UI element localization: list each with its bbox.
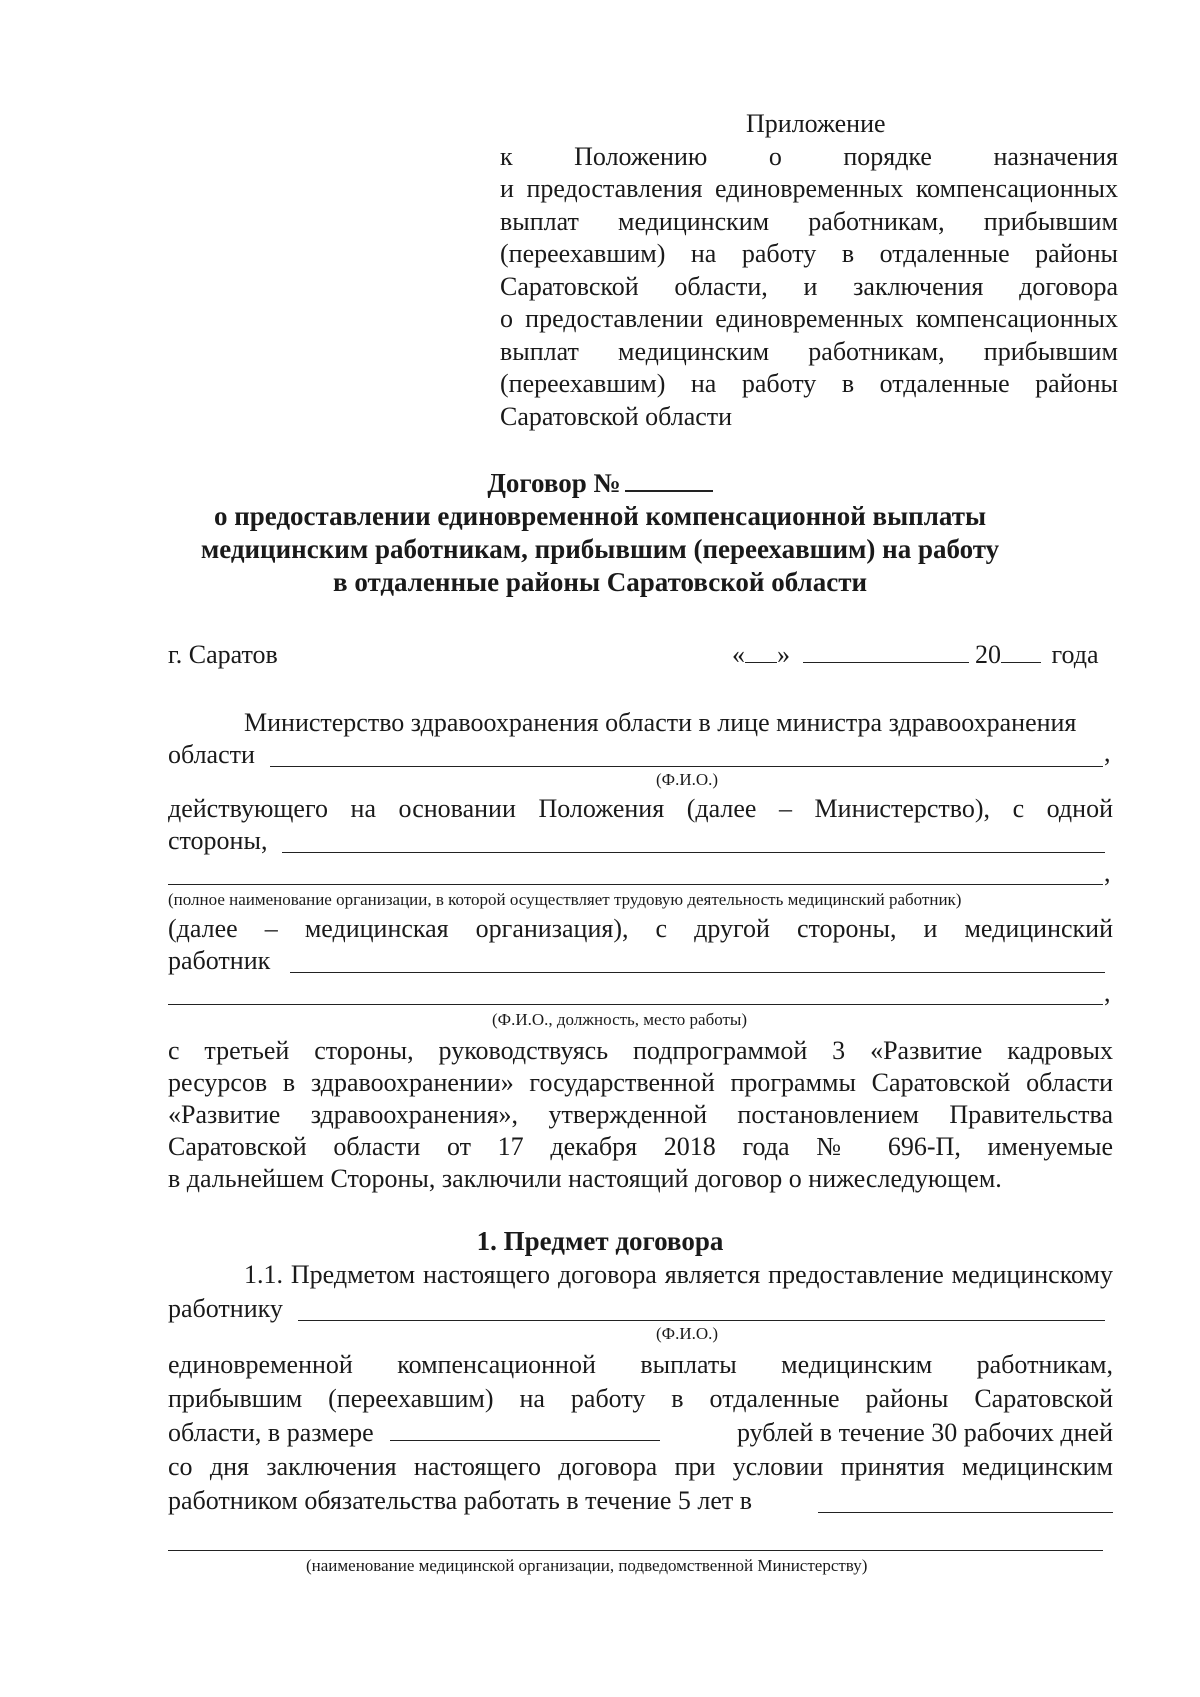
appendix-line: выплат медицинским работникам, прибывшим: [500, 336, 1118, 366]
day-blank: [745, 640, 777, 663]
paragraph-line: в дальнейшем Стороны, заключили настоящий договор о нижеследующем.: [168, 1164, 1002, 1193]
paragraph-line: единовременной компенсационной выплаты медицинским работникам,: [168, 1350, 1113, 1379]
appendix-line: (переехавшим) на работу в отдаленные районы: [500, 369, 1118, 398]
caption-worker: (Ф.И.О., должность, место работы): [492, 1010, 748, 1029]
caption-fio: (Ф.И.О.): [656, 1324, 719, 1343]
appendix-line: Саратовской области, и заключения договора: [500, 271, 1118, 301]
month-blank: [803, 640, 969, 663]
fill-line: [270, 766, 1103, 767]
paragraph-line: работником обязательства работать в течение 5 лет в: [168, 1486, 753, 1515]
fill-line: [282, 852, 1105, 853]
contract-title-block: [0, 466, 1200, 599]
paragraph-line: «Развитие здравоохранения», утвержденной постановлением Правительства: [168, 1100, 1113, 1129]
paragraph-line: прибывшим (переехавшим) на работу в отдаленные районы Саратовской: [168, 1384, 1113, 1413]
paragraph-line: со дня заключения настоящего договора при условии принятия медицинским: [168, 1452, 1113, 1481]
appendix-title: Приложение: [746, 109, 886, 138]
contract-subtitle: в отдаленные районы Саратовской области: [332, 567, 868, 597]
caption-fio: (Ф.И.О.): [656, 770, 719, 789]
paragraph-line: Саратовской области от 17 декабря 2018 года № 696-П, именуемые: [168, 1132, 1113, 1161]
paragraph-line: Министерство здравоохранения области в лице министра здравоохранения: [244, 708, 1077, 737]
paragraph-line: стороны,: [168, 826, 268, 855]
paragraph-line: работник: [168, 946, 271, 975]
fill-line: [818, 1512, 1113, 1513]
contract-title: Договор №: [0, 466, 1200, 500]
comma: ,: [1104, 858, 1111, 887]
appendix-line: выплат медицинским работникам, прибывшим: [500, 206, 1118, 236]
city: г. Саратов: [168, 640, 278, 669]
paragraph-line: области: [168, 740, 255, 769]
fill-line: [298, 1320, 1105, 1321]
paragraph-line: (далее – медицинская организация), с другой стороны, и медицинский: [168, 914, 1113, 943]
contract-subtitle: медицинским работникам, прибывшим (переехавшим) на работу: [200, 534, 1000, 564]
fill-line: [168, 884, 1103, 885]
year-blank: [1001, 640, 1041, 663]
appendix-line: о предоставлении единовременных компенсационных: [500, 304, 1118, 333]
paragraph-line: с третьей стороны, руководствуясь подпрограммой 3 «Развитие кадровых: [168, 1036, 1113, 1065]
paragraph-line: ресурсов в здравоохранении» государственной программы Саратовской области: [168, 1068, 1113, 1097]
appendix-line: и предоставления единовременных компенсационных: [500, 174, 1118, 203]
contract-subtitle: о предоставлении единовременной компенсационной выплаты: [213, 501, 987, 531]
paragraph-line: области, в размере рублей в течение 30 рабочих дней: [168, 1418, 1113, 1447]
paragraph-line: работнику: [168, 1294, 283, 1323]
appendix-line: к Положению о порядке назначения: [500, 141, 1118, 171]
appendix-block: [500, 108, 1118, 433]
appendix-line: Саратовской области: [500, 401, 733, 431]
amount-blank: [390, 1418, 660, 1441]
contract-number-blank: [625, 466, 713, 492]
comma: ,: [1104, 738, 1111, 767]
date-field: « » 20 года: [732, 640, 1099, 669]
section-heading: 1. Предмет договора: [476, 1226, 724, 1256]
caption-medical-organization: (наименование медицинской организации, подведомственной Министерству): [306, 1556, 868, 1575]
city-date-row: [168, 640, 1113, 670]
paragraph-line: действующего на основании Положения (далее – Министерство), с одной: [168, 794, 1113, 823]
comma: ,: [1104, 978, 1111, 1007]
fill-line: [290, 972, 1105, 973]
fill-line: [168, 1550, 1103, 1551]
caption-organization: (полное наименование организации, в которой осуществляет трудовую деятельность медицинский работник): [168, 890, 962, 909]
fill-line: [168, 1004, 1103, 1005]
appendix-line: (переехавшим) на работу в отдаленные районы: [500, 239, 1118, 268]
paragraph-line: 1.1. Предметом настоящего договора является предоставление медицинскому: [244, 1260, 1113, 1289]
